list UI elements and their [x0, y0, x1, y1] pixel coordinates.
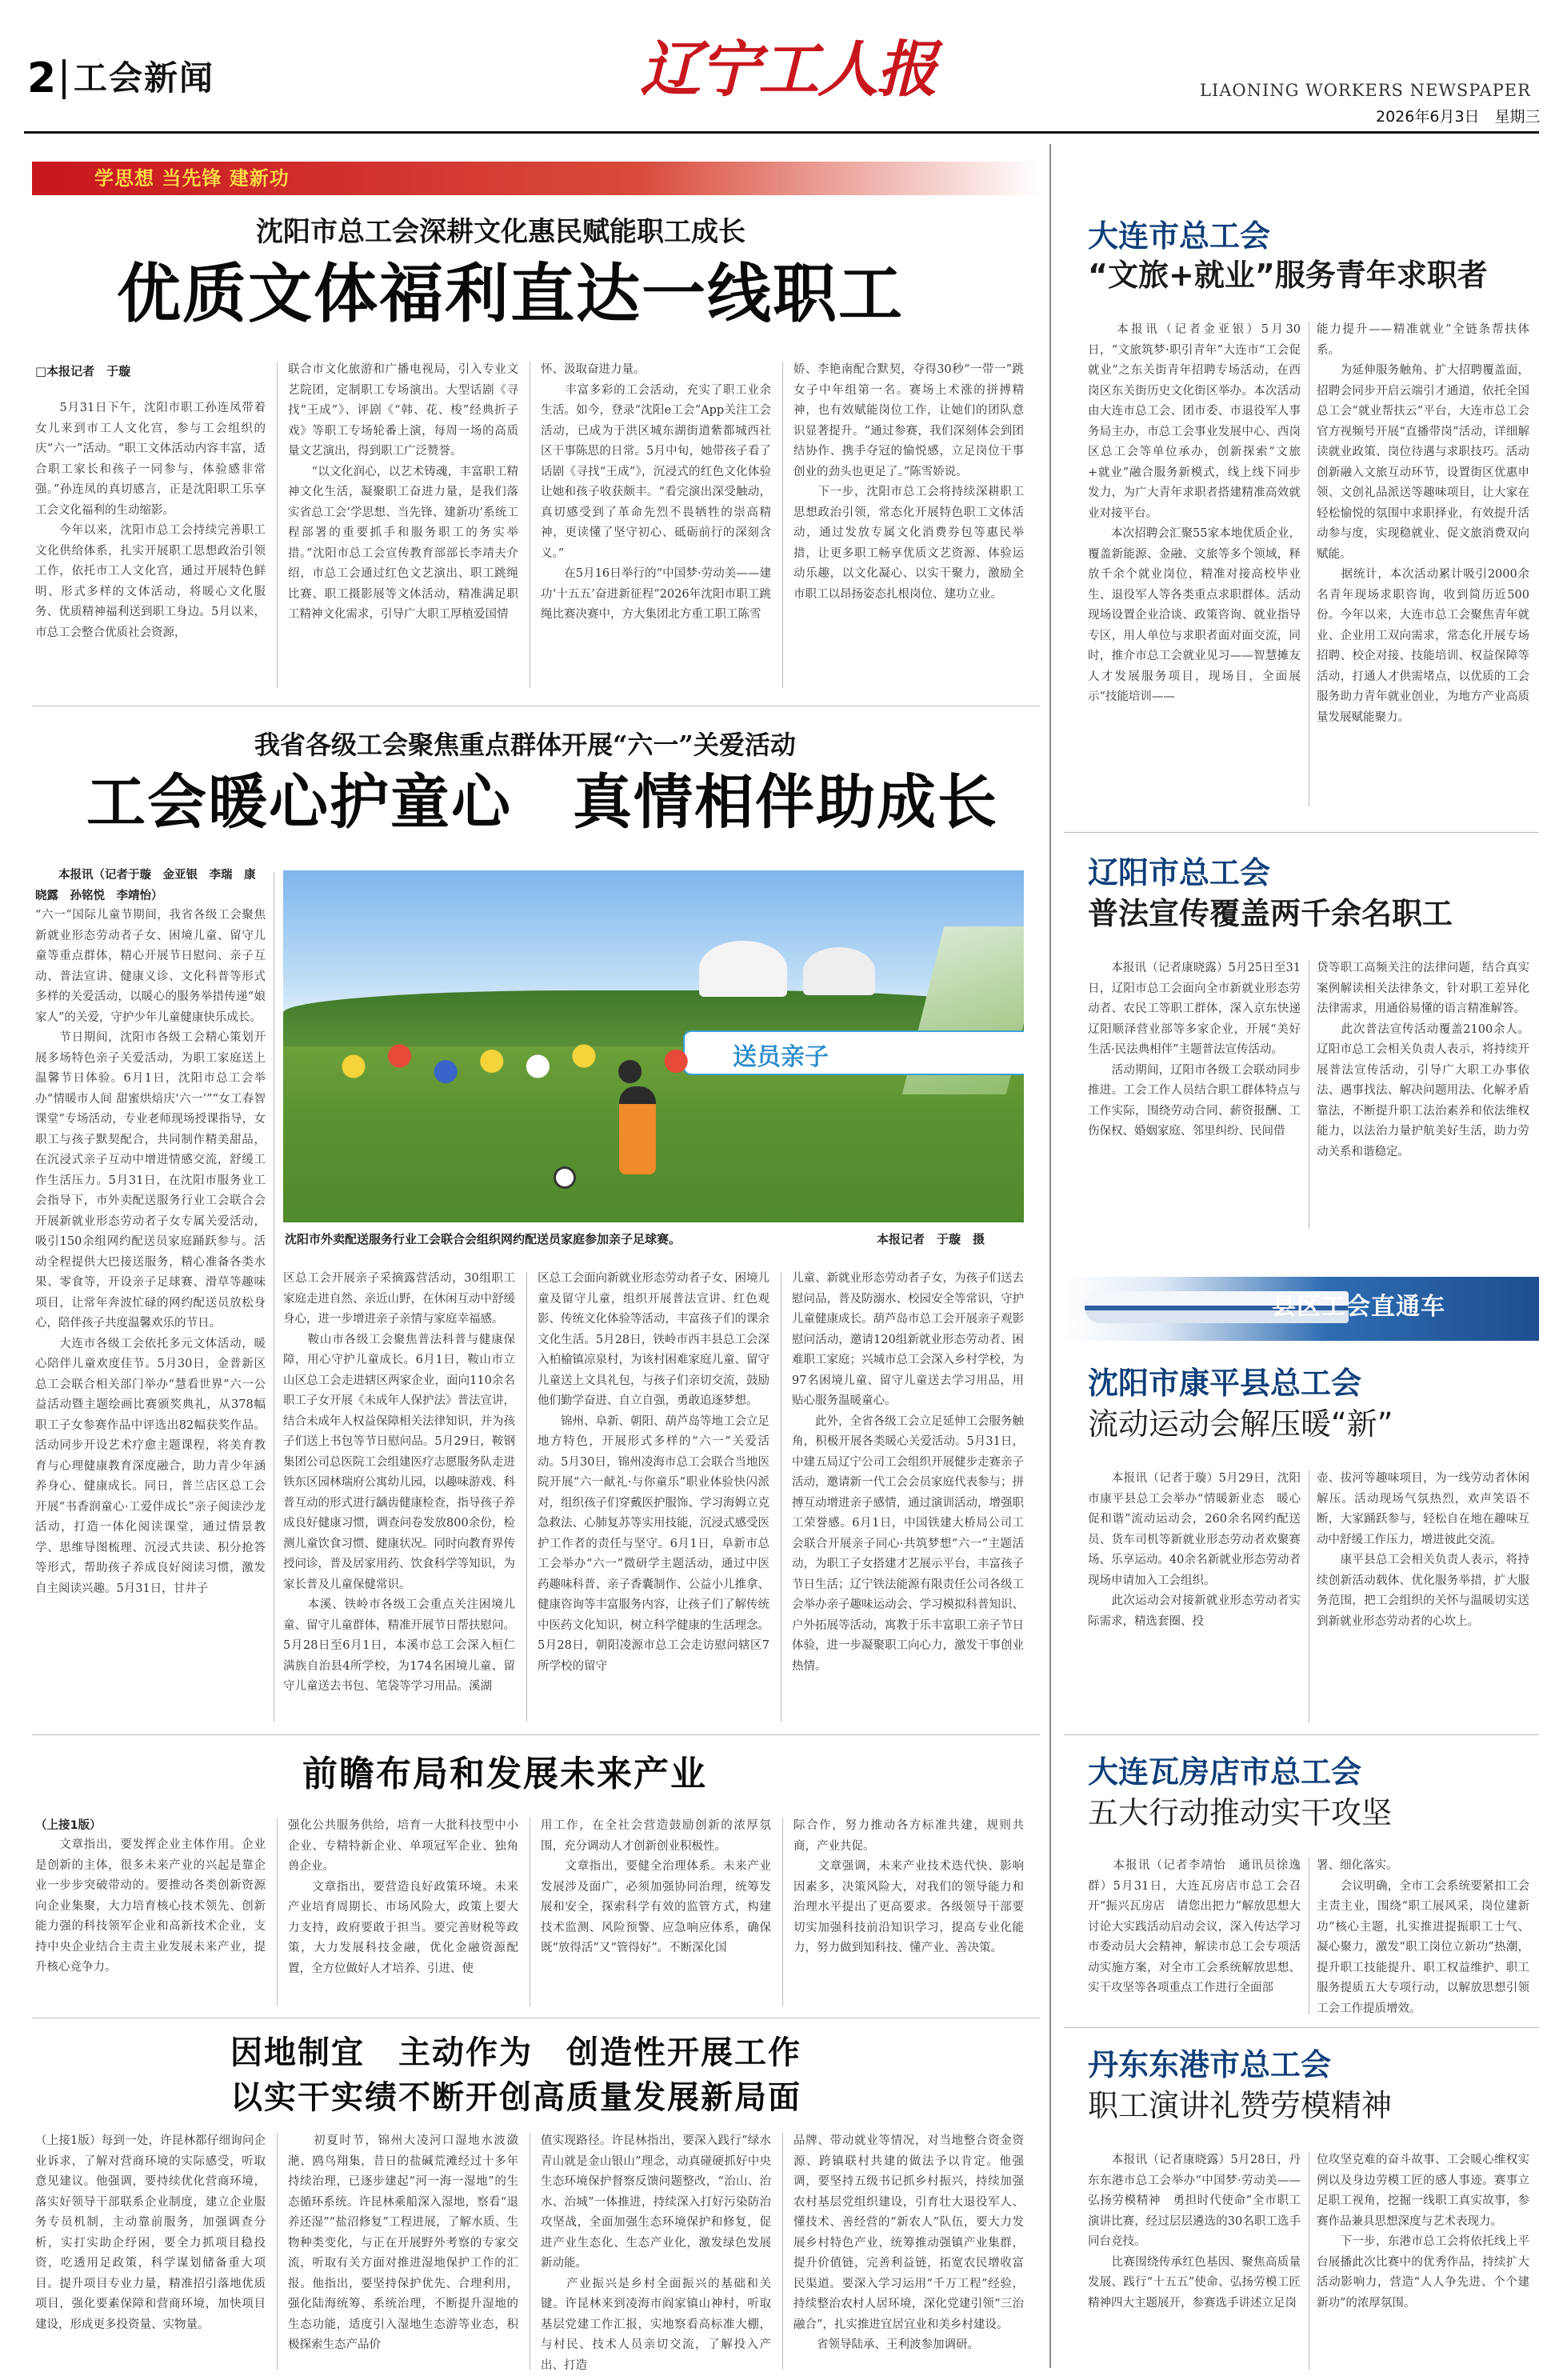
article1-byline: □本报记者 于璇 — [35, 364, 131, 378]
sidebar2-title: 辽阳市总工会 — [1088, 855, 1271, 890]
date-text: 2026年6月3日 — [1376, 108, 1480, 126]
article1-col1: 5月31日下午，沈阳市职工孙连凤带着女儿来到市工人文化宫，参与工会组织的庆“六一”活动。“职工文体活动内容丰富，适合职工家长和孩子一同参与，体验感非常强。”孙连凤的真切感言，正是沈阳职工乐享工会文化福利的生动缩影。 今年以来，沈阳市总工会持续完善职工文化供给体系，扎实开展职工思想政治引领工作，依托市工人文化宫，通过开展特色鲜明、形式多样的文体活动，将暖心文化服务、优质精神福利送到职工身边。5月以来，市总工会整合优质社会资源， — [35, 402, 266, 639]
article1-headline: 优质文体福利直达一线职工 — [117, 257, 904, 331]
weekday-text: 星期三 — [1494, 108, 1541, 126]
article4-col1: （上接1版）每到一处，许昆林都仔细询问企业诉求，了解对营商环境的实际感受，听取意见建议。他强调，要持续优化营商环境，落实好领导干部联系企业制度，建立企业服务专员机制，主动靠前服务，加强调查分析，实打实助企纾困，要全力抓项目稳投资，吃透用足政策，科学谋划储备重大项目。提升项目专业力量，精准招引落地优质项目，强化要素保障和营商环境，加快项目建设，形成更多投资量、实物量。 — [35, 2134, 266, 2331]
sidebar5-subtitle: 职工演讲礼赞劳模精神 — [1088, 2088, 1393, 2123]
article2-col1: “六一”国际儿童节期间，我省各级工会聚焦新就业形态劳动者子女、困境儿童、留守儿童等重点群体，精心开展节日慰问、亲子互动、普法宣讲、健康义诊、文化科普等形式多样的关爱活动，以暖心的服务举措传递“娘家人”的关爱，守护少年儿童健康快乐成长。 节日期间，沈阳市各级工会精心策划开展多场特色亲子关爱活动，为职工家庭送上温馨节日体验。6月1日，沈阳市总工会举办“情暖市人间 甜蜜烘焙庆‘六一’”“女工春智课堂”专场活动，专业老师现场授课指导，女职工与孩子默契配合，共同制作精美甜品，在沉浸式亲子互动中增进情感交流，舒缓工作生活压力。5月31日，在沈阳市服务业工会指导下，市外卖配送服务行业工会联合会开展新就业形态劳动者子女专属关爱活动，吸引150余组网约配送员家庭踊跃参与。活动全程提供大巴接送服务，精心准备各类水果、零食等，开设亲子足球赛、滑草等趣味项目，让常年奔波忙碌的网约配送员放松身心，陪伴孩子共度温馨欢乐的节日。 大连市各级工会依托多元文体活动，暖心陪伴儿童欢度佳节。5月30日，金普新区总工会联合相关部门举办“慧看世界”六一公益活动暨主题绘画比赛颁奖典礼，从378幅职工子女参赛作品中评选出82幅获奖作品。活动同步开设艺术疗愈主题课程，将美育教育与心理健康教育深度融合，助力青少年涵养身心、健康成长。同日，普兰店区总工会开展“书香润童心·工爱伴成长”亲子阅读沙龙活动，打造一体化阅读课堂，通过情景教学、思维导图梳理、沉浸式共读、积分抢答等形式，帮助孩子养成良好阅读习惯，激发自主阅读兴趣。5月31日，甘井子 — [35, 909, 266, 1595]
sidebar3-col1: 本报讯（记者于璇）5月29日，沈阳市康平县总工会举办“情暖新业态 暖心促和谐”流动运动会，260余名网约配送员、货车司机等新就业形态劳动者欢聚赛场、乐享运动。40余名新就业形态劳动者现场申请加入工会组织。 此次运动会对接新就业形态劳动者实际需求，精选套圈、投 — [1088, 1472, 1301, 1628]
section-name: 工会新闻 — [74, 58, 215, 98]
article3-col1: 文章指出，要发挥企业主体作用。企业是创新的主体，很多未来产业的兴起是靠企业一步步突破带动的。要推动各类创新资源向企业集聚，大力培育核心技术领先、创新能力强的科技领军企业和高新技术企业，支持中央企业结合主责主业发展未来产业，提升核心竞争力。 — [35, 1838, 266, 1974]
article4-headline-line1: 因地制宜 主动作为 创造性开展工作 — [230, 2034, 801, 2071]
news-photo — [283, 870, 1024, 1222]
theme-banner-text: 学思想 当先锋 建新功 — [94, 167, 290, 190]
sidebar4-col1: 本报讯（记者李靖怡 通讯员徐逸群）5月31日，大连瓦房店市总工会召开“振兴瓦房店 请您出把力”解放思想大讨论大实践活动启动会议，深入传达学习市委动员大会精神，解读市总工会专项活动实施方案，对全市工会系统解放思想、实干攻坚等各项重点工作进行全面部 — [1088, 1859, 1301, 1994]
sidebar2-subtitle: 普法宣传覆盖两千余名职工 — [1088, 896, 1453, 931]
sidebar5-col1: 本报讯（记者康晓露）5月28日，丹东东港市总工会举办“中国梦·劳动美——弘扬劳模精神 勇担时代使命”全市职工演讲比赛，经过层层遴选的30名职工选手同台竞技。 比赛围绕传承红色基因、聚焦高质量发展、践行“十五五”使命、弘扬劳模工匠精神四大主题展开，参赛选手讲述立足岗 — [1088, 2154, 1301, 2310]
article4-col2: 初夏时节，锦州大凌河口湿地水波潋滟、鸥鸟翔集，昔日的盐碱荒滩经过十多年持续治理，已逐步建起“河一海一湿地”的生态循环系统。许昆林乘船深入湿地，察看“退养还湿”“盐沼修复”工程进展，了解水质、生物种类变化，与正在开展野外考察的专家交流，听取有关方面对推进湿地保护工作的汇报。他指出，要坚持保护优先、合理利用，强化陆海统筹、系统治理，不断提升湿地的生态功能，适度引入湿地生态游等业态，积极探索生态产品价 — [288, 2134, 518, 2351]
sidebar2-col2: 贷等职工高频关注的法律问题，结合真实案例解读相关法律条文，针对职工差异化法律需求，用通俗易懂的语言精准解答。 此次普法宣传活动覆盖2100余人。辽阳市总工会相关负责人表示，将持续开展普法宣传活动，引导广大职工办事依法、遇事找法、解决问题用法、化解矛盾靠法，不断提升职工法治素养和依法维权能力，以法治力量护航美好生活，助力劳动关系和谐稳定。 — [1317, 962, 1529, 1158]
photo-caption: 沈阳市外卖配送服务行业工会联合会组织网约配送员家庭参加亲子足球赛。 — [285, 1232, 682, 1246]
article1-col4: 娇、李艳南配合默契，夺得30秒“一带一”跳女子中年组第一名。赛场上术涨的拼搏精神，也有效赋能岗位工作，让她们的团队意识显著提升。“通过参赛，我们深刻体会到团结协作、携手夺冠的愉悦感，立足岗位干事创业的劲头也更足了。”陈雪娇说。 下一步，沈阳市总工会将持续深耕职工思想政治引领，常态化开展特色职工文体活动，通过发放专属文化消费券包等惠民举措，让更多职工畅享优质文艺资源、体验运动乐趣，以文化凝心、以实干聚力，激励全市职工以昂扬姿态扎根岗位、建功立业。 — [793, 363, 1024, 601]
sidebar5-title: 丹东东港市总工会 — [1088, 2047, 1332, 2082]
photo-banner — [683, 1030, 1024, 1075]
sidebar1-col2: 能力提升——精准就业”全链条帮扶体系。 为延伸服务触角、扩大招聘覆盖面，招聘会同步开启云端引才通道，依托全国总工会“就业帮扶云”平台，大连市总工会官方视频号开展“直播带岗”活动，详细解读就业政策、岗位待遇与求职技巧。活动创新融入文旅互动环节，设置街区优惠申领、文创礼品派送等趣味项目，让大家在轻松愉悦的氛围中求职择业，有效提升活动参与度，实现稳就业、促文旅消费双向赋能。 据统计，本次活动累计吸引2000余名青年现场求职咨询，收到简历近500份。今年以来，大连市总工会聚焦青年就业、企业用工双向需求，常态化开展专场招聘、校企对接、技能培训、权益保障等活动，打通人才供需堵点，以优质的工会服务助力青年就业创业，为地方产业高质量发展赋能聚力。 — [1317, 323, 1529, 724]
article2-kicker: 我省各级工会聚焦重点群体开展“六一”关爱活动 — [254, 730, 796, 760]
sidebar4-title: 大连瓦房店市总工会 — [1088, 1754, 1362, 1790]
masthead-logo: 辽宁工人报 — [640, 34, 936, 105]
page-number-divider — [62, 59, 66, 99]
sidebar1-title: 大连市总工会 — [1088, 218, 1271, 254]
article3-headline: 前瞻布局和发展未来产业 — [302, 1754, 707, 1794]
sidebar3-subtitle: 流动运动会解压暖“新” — [1088, 1406, 1393, 1442]
article1-kicker: 沈阳市总工会深耕文化惠民赋能职工成长 — [256, 216, 746, 248]
sidebar3-title: 沈阳市康平县总工会 — [1088, 1366, 1362, 1401]
sidebar4-subtitle: 五大行动推动实干攻坚 — [1088, 1795, 1393, 1830]
sidebar5-col2: 位攻坚克难的奋斗故事、工会暖心维权实例以及身边劳模工匠的感人事迹。赛事立足职工视角，挖掘一线职工真实故事，参赛作品兼具思想深度与艺术表现力。 下一步，东港市总工会将依托线上平台展播此次比赛中的优秀作品，持续扩大活动影响力，营造“人人争先进、个个建新功”的浓厚氛围。 — [1317, 2154, 1529, 2310]
sidebar-divider — [1049, 144, 1051, 2368]
sidebar3-col2: 壶、拔河等趣味项目，为一线劳动者休闲解压。活动现场气氛热烈，欢声笑语不断，大家踊跃参与，轻松自在地在趣味互动中舒缓工作压力，增进彼此交流。 康平县总工会相关负责人表示，将持续创新活动载体、优化服务举措，扩大服务范围，把工会组织的关怀与温暖切实送到新就业形态劳动者的心坎上。 — [1317, 1472, 1529, 1628]
article2-col4: 儿童、新就业形态劳动者子女，为孩子们送去慰问品，普及防溺水、校园安全等常识，守护儿童健康成长。葫芦岛市总工会开展亲子观影慰问活动，邀请120组新就业形态劳动者、困难职工家庭；兴城市总工会深入乡村学校，为97名困境儿童、留守儿童送去学习用品，用贴心服务温暖童心。 此外，全省各级工会立足延伸工会服务触角，积极开展各类暖心关爱活动。5月31日，中建五局辽宁公司工会组织开展健步走赛亲子活动，邀请新一代工会会员家庭代表参与；拼搏互动增进亲子感情，通过演训活动，增强职工荣誉感。6月1日，中国铁建大桥局公司工会联合开展亲子同心·共筑梦想“六一”主题活动，为职工子女搭建才艺展示平台，丰富孩子节日生活；辽宁铁法能源有限责任公司各级工会举办亲子趣味运动会、学习模拟科普知识、户外拓展等活动，寓教于乐丰富职工亲子节日体验，进一步凝聚职工向心力，激发干事创业热情。 — [792, 1272, 1024, 1673]
article1-col3: 怀、汲取奋进力量。 丰富多彩的工会活动，充实了职工业余生活。如今，登录“沈阳e工会”App关注工会活动，已成为于洪区城东湖街道紫都城西社区干事陈思的日常。5月中旬，她带孩子看了话剧《寻找“王成”》，沉浸式的红色文化体验让她和孩子收获颇丰。“看完演出深受触动，真切感受到了革命先烈不畏牺牲的崇高精神，更读懂了坚守初心、砥砺前行的深刻含义。” 在5月16日举行的“中国梦·劳动美——建功‘十五五’奋进新征程”2026年沈阳市职工跳绳比赛决赛中，方大集团北方重工职工陈雪 — [541, 363, 771, 621]
tent — [699, 941, 787, 997]
child-player — [619, 1086, 656, 1174]
county-banner-text: 县区工会直通车 — [1272, 1293, 1445, 1321]
sidebar1-col1: 本报讯（记者金亚银）5月30日，“文旅筑梦·职引青年”大连市“工会促就业”之东关街青年招聘专场活动，在西岗区东关街历史文化街区举办。本次活动由大连市总工会、团市委、市退役军人事务局主办，市总工会事业发展中心、西岗区总工会等单位承办，创新探索“文旅+就业”融合服务新模式，线上线下同步发力，为广大青年求职者搭建精准高效就业对接平台。 本次招聘会汇聚55家本地优质企业，覆盖新能源、金融、文旅等多个领域，释放千余个就业岗位，精准对接高校毕业生、退役军人等各类重点求职群体。活动现场设置企业洽谈、政策咨询、就业指导专区，用人单位与求职者面对面交流，同时，推介市总工会就业见习——智慧摊友人才发展服务项目，现场目，全面展示“技能培训—— — [1088, 323, 1301, 703]
article3-col3: 用工作，在全社会营造鼓励创新的浓厚氛围，充分调动人才创新创业积极性。 文章指出，要健全治理体系。未来产业发展涉及面广，必须加强协同治理，统筹发展和安全，探索科学有效的监管方式，构建技术监测、风险预警、应急响应体系，确保既“放得活”又“管得好”。不断深化国 — [541, 1819, 771, 1954]
masthead-rule — [24, 131, 1539, 134]
page-number: 2 — [27, 54, 57, 102]
article3-lead: （上接1版） — [35, 1819, 102, 1832]
article4-col4: 品牌、带动就业等情况，对当地整合资金资源、跨镇联村共建的做法予以肯定。他强调，要坚持五级书记抓乡村振兴，持续加强农村基层党组织建设，引育壮大退役军人、懂技术、善经营的“新农人”队伍，要大力发展乡村特色产业，统筹推动强镇产业集群，提升价值链，完善利益链，拓宽农民增收富民渠道。要深入学习运用“千万工程”经验，持续整治农村人居环境，深化党建引领“三治融合”，扎实推进宜居宜业和美乡村建设。 省领导陆承、王利波参加调研。 — [793, 2134, 1024, 2351]
sidebar4-col2: 署、细化落实。 会议明确，全市工会系统要紧扣工会主责主业，围绕“职工展风采，岗位建新功”核心主题，扎实推进提振职工士气、凝心聚力，激发“职工岗位立新功”热潮，提升职工技能提升、职工权益维护、职工服务提质五大专项行动，以解放思想引领工会工作提质增效。 — [1317, 1859, 1529, 2015]
tent — [803, 947, 875, 995]
english-name: LIAONING WORKERS NEWSPAPER — [1200, 81, 1531, 100]
soccer-ball — [554, 1166, 576, 1189]
article1-col2: 联合市文化旅游和广播电视局，引入专业文艺院团，定制职工专场演出。大型话剧《寻找“王成”》、评剧《“韩、花、梭”经典折子戏》等职工专场轮番上演，每周一场的高质量文艺演出，得到职工广泛赞誉。 “以文化润心，以艺术铸魂，丰富职工精神文化生活，凝聚职工奋进力量，是我们落实省总工会‘学思想、当先锋、建新功’系统工程部署的重要抓手和服务职工的务实举措。”沈阳市总工会宣传教育部部长李靖夫介绍，市总工会通过红色文艺演出、职工跳绳比赛、职工摄影展等文体活动，精准满足职工精神文化需求，引导广大职工厚植爱国情 — [288, 363, 518, 621]
article3-col4: 际合作，努力推动各方标准共建，规则共商，产业共促。 文章强调，未来产业技术迭代快、影响因素多，决策风险大，对我们的领导能力和治理水平提出了更高要求。各级领导干部要切实加强科技前沿知识学习，提高专业化能力，努力做到知科技、懂产业、善决策。 — [793, 1819, 1024, 1954]
article2-byline: 本报讯（记者于璇 金亚银 李瑞 康晓露 孙铭悦 李靖怡） — [35, 869, 256, 902]
article2-col2: 区总工会开展亲子采摘露营活动，30组职工家庭走进自然、亲近山野，在休闲互动中舒缓身心，进一步增进亲子亲情与家庭幸福感。 鞍山市各级工会聚焦普法科普与健康保障，用心守护儿童成长。6月1日，鞍山市立山区总工会走进辖区两家企业，面向110余名职工子女开展《未成年人保护法》普法宣讲，结合未成年人权益保障相关法律知识，并为孩子们送上书包等节日慰问品。5月29日，鞍钢集团公司总医院工会组建医疗志愿服务队走进铁东区园林瑞府公寓幼儿园，以趣味游戏、科普互动的形式进行龋齿健康检查，指导孩子养成良好健康习惯，调查问卷发放800余份，检测儿童饮食习惯、健康状况。同时向教育界传授问诊，普及居家用药、饮食科学等知识，为家长普及儿童保健常识。 本溪、铁岭市各级工会重点关注困境儿童、留守儿童群体，精准开展节日帮扶慰问。5月28日至6月1日，本溪市总工会深入桓仁满族自治县4所学校，为174名困境儿童、留守儿童送去书包、笔袋等学习用品。溪湖 — [283, 1272, 515, 1693]
issue-date — [1376, 107, 1541, 126]
photo-banner-text: 送员亲子 — [733, 1043, 829, 1071]
article4-col3: 值实现路径。许昆林指出，要深入践行“绿水青山就是金山银山”理念，动真碰硬抓好中央生态环境保护督察反馈问题整改，“治山、治水、治城”一体推进，持续深入打好污染防治攻坚战，全面加强生态环境保护和修复，促进产业生态化、生态产业化，激发绿色发展新动能。 产业振兴是乡村全面振兴的基础和关键。许昆林来到凌海市阎家镇山神村，听取基层党建工作汇报，实地察看高标准大棚，与村民、技术人员亲切交流，了解投入产出、打造 — [541, 2134, 771, 2371]
article4-headline-line2: 以实干实绩不断开创高质量发展新局面 — [230, 2079, 801, 2116]
article2-col3: 区总工会面向新就业形态劳动者子女、困境儿童及留守儿童，组织开展普法宣讲、红色观影、传统文化体验等活动，丰富孩子们的课余文化生活。5月28日，铁岭市西丰县总工会深入柏榆镇凉泉村，为该村困难家庭儿童、留守儿童送上文具礼包，与孩子们亲切交流，鼓励他们勤学奋进、自立自强，勇敢追逐梦想。 锦州、阜新、朝阳、葫芦岛等地工会立足地方特色，开展形式多样的“六一”关爱活动。5月30日，锦州凌海市总工会联合当地医院开展“六一献礼·与你童乐”职业体验快闪派对，组织孩子们穿戴医护服饰、学习海姆立克急救法、心肺复苏等实用技能，沉浸式感受医护工作者的责任与坚守。6月1日，阜新市总工会举办“六一”微研学主题活动，通过中医药趣味科普、亲子香囊制作、公益小儿推拿、健康咨询等丰富服务内容，让孩子们了解传统中医药文化知识，树立科学健康的生活理念。5月28日，朝阳凌源市总工会走访慰问辖区7所学校的留守 — [538, 1272, 770, 1673]
sidebar2-col1: 本报讯（记者康晓露）5月25日至31日，辽阳市总工会面向全市新就业形态劳动者、农民工等职工群体，深入京东快递辽阳顺泽营业部等多家企业，开展“美好生活·民法典相伴”主题普法宣传活动。 活动期间，辽阳市各级工会联动同步推进。工会工作人员结合职工群体特点与工作实际，围绕劳动合同、薪资报酬、工伤保权、婚姻家庭、邻里纠纷、民间借 — [1088, 962, 1301, 1138]
article3-col2: 强化公共服务供给，培育一大批科技型中小企业、专精特新企业、单项冠军企业、独角兽企业。 文章指出，要营造良好政策环境。未来产业培育周期长、市场风险大，政策上要大力支持，政府要敢于担当。要完善财税等政策，大力发展科技金融，优化金融资源配置，全方位做好人才培养、引进、使 — [288, 1819, 518, 1975]
photo-credit: 本报记者 于璇 摄 — [877, 1232, 985, 1246]
sidebar1-subtitle: “文旅+就业”服务青年求职者 — [1088, 258, 1488, 293]
article2-headline: 工会暖心护童心 真情相伴助成长 — [86, 768, 998, 837]
